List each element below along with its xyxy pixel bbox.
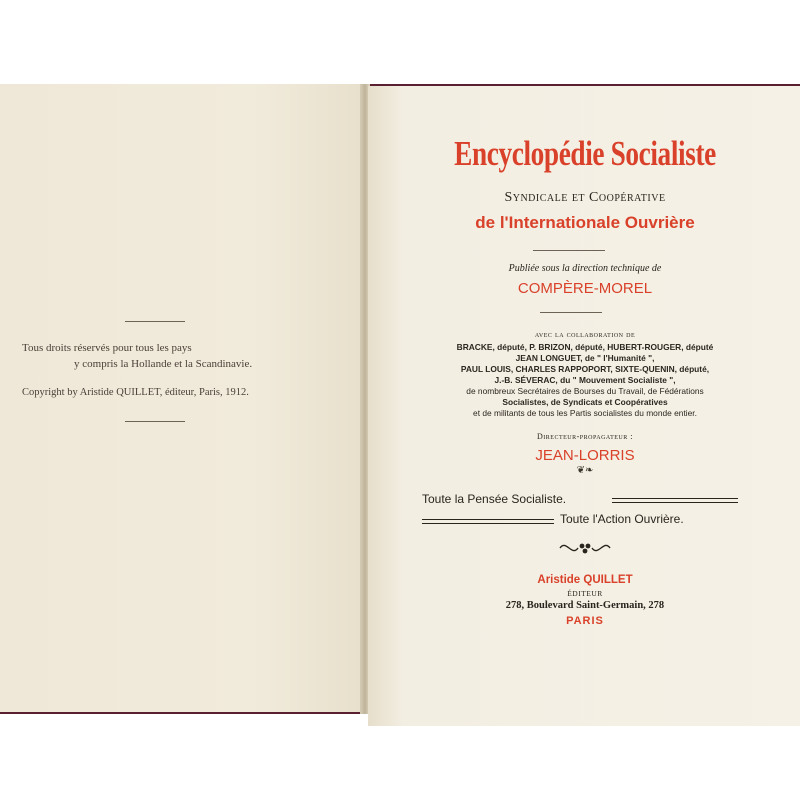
- motto-line-1: Toute la Pensée Socialiste.: [422, 492, 567, 506]
- collab-line: et de militants de tous les Partis socialistes du monde entier.: [473, 408, 697, 418]
- copyright-line: Copyright by Aristide QUILLET, éditeur, Paris, 1912.: [22, 387, 249, 398]
- propagator-heading: Directeur-propagateur :: [537, 432, 633, 441]
- motto-line-2: Toute l'Action Ouvrière.: [560, 512, 684, 526]
- published-under: Publiée sous la direction technique de: [508, 263, 662, 274]
- publisher-role: ÉDITEUR: [567, 589, 603, 598]
- technical-director: COMPÈRE-MOREL: [517, 280, 653, 297]
- publisher-address: 278, Boulevard Saint-Germain, 278: [505, 600, 665, 611]
- book-subtitle-2: de l'Internationale Ouvrière: [475, 213, 695, 232]
- rights-line-1: Tous droits réservés pour tous les pays: [22, 342, 192, 354]
- motto-rule-2: [422, 519, 554, 524]
- motto-rule-1: [612, 498, 738, 503]
- divider-2: [540, 312, 602, 313]
- collab-line: Socialistes, de Syndicats et Coopératives: [502, 397, 668, 407]
- left-page: [0, 84, 362, 712]
- divider-1: [533, 250, 605, 251]
- collab-line: de nombreux Secrétaires de Bourses du Travail, de Fédérations: [466, 386, 704, 396]
- bottom-rule: [125, 421, 185, 422]
- collab-line: BRACKE, député, P. BRIZON, député, HUBERT-ROUGER, député: [456, 342, 714, 352]
- collab-line: PAUL LOUIS, CHARLES RAPPOPORT, SIXTE-QUENIN, député,: [460, 364, 710, 374]
- rights-line-2: y compris la Hollande et la Scandinavie.: [74, 358, 253, 370]
- floral-ornament-icon: [370, 539, 800, 562]
- book-title: Encyclopédie Socialiste: [454, 134, 716, 173]
- open-book: [0, 84, 800, 714]
- collab-heading: avec la collaboration de: [534, 329, 636, 339]
- collab-line: JEAN LONGUET, de " l'Humanité ",: [515, 353, 655, 363]
- propagator-name: JEAN-LORRIS: [535, 447, 635, 464]
- collab-line: J.-B. SÉVERAC, du " Mouvement Socialiste ",: [494, 375, 676, 385]
- book-subtitle: Syndicale et Coopérative: [504, 190, 666, 205]
- top-rule: [125, 321, 185, 322]
- publisher-name: Aristide QUILLET: [537, 574, 633, 586]
- small-ornament-icon: ❦❧: [576, 465, 594, 476]
- publisher-city: PARIS: [566, 615, 604, 627]
